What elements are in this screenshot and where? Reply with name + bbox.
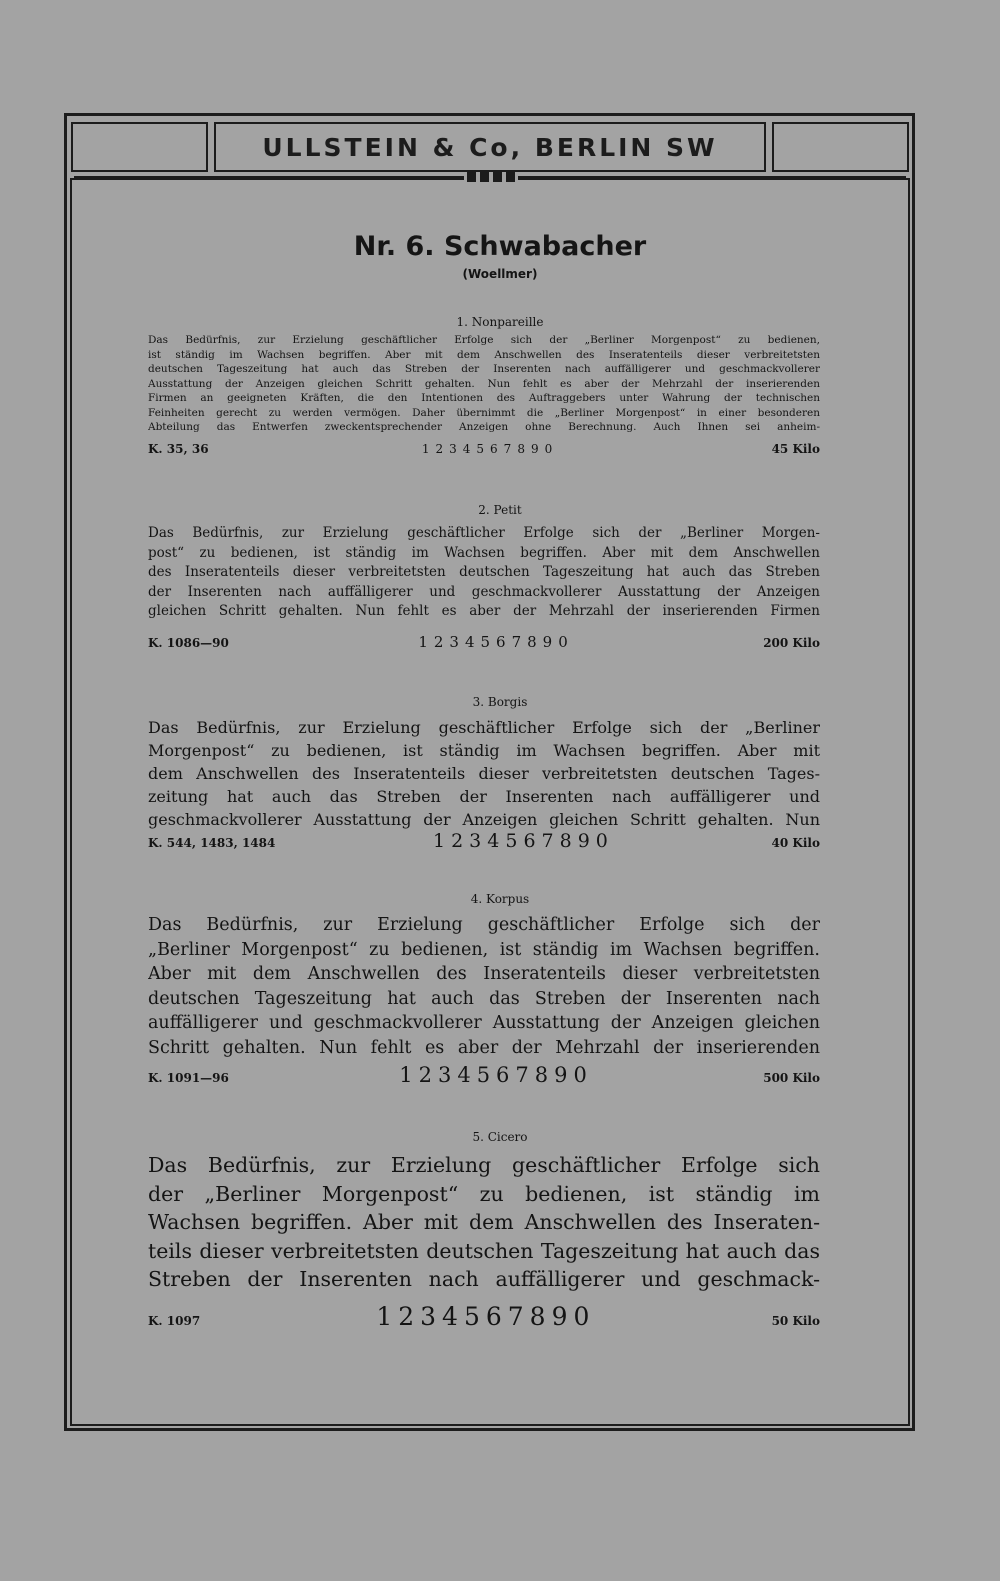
sample-text-petit: Das Bedürfnis, zur Erzielung geschäftlicher Erfolge sich der „Berliner Morgen- post“ zu bedienen, ist ständig im Wachsen begriffen. Aber mit dem Anschwellen des Inseratenteils dieser verbreitetsten deutschen Tageszeitung hat auch das Streben der Inserenten nach auffälligerer und geschmackvollerer Ausstattung der Anzeigen gleichen Schritt gehalten. Nun fehlt es aber der Mehrzahl der inserierenden Firmen xyxy=(148,525,820,619)
type-code: K. 35, 36 xyxy=(148,442,209,456)
meta-row-borgis xyxy=(148,830,820,852)
digit-sample: 1234567890 xyxy=(433,830,614,852)
header-right-panel xyxy=(772,122,909,172)
header-ornament xyxy=(464,172,518,182)
type-weight: 45 Kilo xyxy=(771,442,820,456)
section-label-nonpareille: 1. Nonpareille xyxy=(456,315,544,329)
type-weight: 40 Kilo xyxy=(771,836,820,850)
type-code: K. 544, 1483, 1484 xyxy=(148,836,276,850)
digit-sample: 1234567890 xyxy=(418,633,574,651)
type-weight: 50 Kilo xyxy=(771,1314,820,1328)
sample-text-nonpareille: Das Bedürfnis, zur Erzielung geschäftlicher Erfolge sich der „Berliner Morgenpost“ zu bedienen, ist ständig im Wachsen begriffen. Aber mit dem Anschwellen des Inseratenteils dieser verbreitetsten deutschen Tageszeitung hat auch das Streben der Inserenten nach auffälligerer und geschmackvollerer Ausstattung der Anzeigen gleichen Schritt gehalten. Nun fehlt es aber der Mehrzahl der inserierenden Firmen an geeigneten Kräften, die den Intentionen des Auftraggebers unter Wahrung der technischen Feinheiten gerecht zu werden vermögen. Daher übernimmt die „Berliner Morgenpost“ in einer besonderen Abteilung das Entwerfen zweckentsprechender Anzeigen ohne Berechnung. Auch Ihnen sei anheim- xyxy=(148,334,820,433)
digit-sample: 1234567890 xyxy=(376,1302,596,1331)
section-label-korpus: 4. Korpus xyxy=(470,892,530,906)
sample-text-korpus: Das Bedürfnis, zur Erzielung geschäftlicher Erfolge sich der „Berliner Morgenpost“ zu bedienen, ist ständig im Wachsen begriffen. Aber mit dem Anschwellen des Inseratenteils dieser verbreitetsten deutschen Tageszeitung hat auch das Streben der Inserenten nach auffälligerer und geschmackvollerer Ausstattung der Anzeigen gleichen Schritt gehalten. Nun fehlt es aber der Mehrzahl der inserierenden xyxy=(148,915,820,1058)
type-weight: 500 Kilo xyxy=(763,1071,820,1085)
page-title: Nr. 6. Schwabacher xyxy=(353,231,647,262)
section-label-cicero: 5. Cicero xyxy=(472,1130,528,1144)
sample-text-borgis: Das Bedürfnis, zur Erzielung geschäftlicher Erfolge sich der „Berliner Morgenpost“ zu bedienen, ist ständig im Wachsen begriffen. Aber mit dem Anschwellen des Inseratenteils dieser verbreitetsten deutschen Tages- zeitung hat auch das Streben der Inserenten nach auffälligerer und geschmackvollerer Ausstattung der Anzeigen gleichen Schritt gehalten. Nun xyxy=(148,718,820,829)
type-code: K. 1091—96 xyxy=(148,1071,229,1085)
digit-sample: 1234567890 xyxy=(421,442,559,456)
type-code: K. 1086—90 xyxy=(148,636,229,650)
sample-text-cicero: Das Bedürfnis, zur Erzielung geschäftlicher Erfolge sich der „Berliner Morgenpost“ zu bedienen, ist ständig im Wachsen begriffen. Aber mit dem Anschwellen des Inseraten- teils dieser verbreitetsten deutschen Tageszeitung hat auch das Streben der Inserenten nach auffälligerer und geschmack- xyxy=(148,1153,820,1291)
header-title: ULLSTEIN & Co, BERLIN SW xyxy=(262,132,718,162)
meta-row-cicero xyxy=(148,1302,820,1331)
type-weight: 200 Kilo xyxy=(763,636,820,650)
meta-row-nonpareille xyxy=(148,442,820,456)
type-code: K. 1097 xyxy=(148,1314,201,1328)
digit-sample: 1234567890 xyxy=(399,1063,593,1087)
page-subtitle: (Woellmer) xyxy=(462,267,538,281)
meta-row-korpus xyxy=(148,1063,820,1087)
meta-row-petit xyxy=(148,633,820,651)
header-title-panel xyxy=(214,122,766,172)
header-left-panel xyxy=(71,122,208,172)
section-label-petit: 2. Petit xyxy=(478,503,522,517)
section-label-borgis: 3. Borgis xyxy=(472,695,528,709)
